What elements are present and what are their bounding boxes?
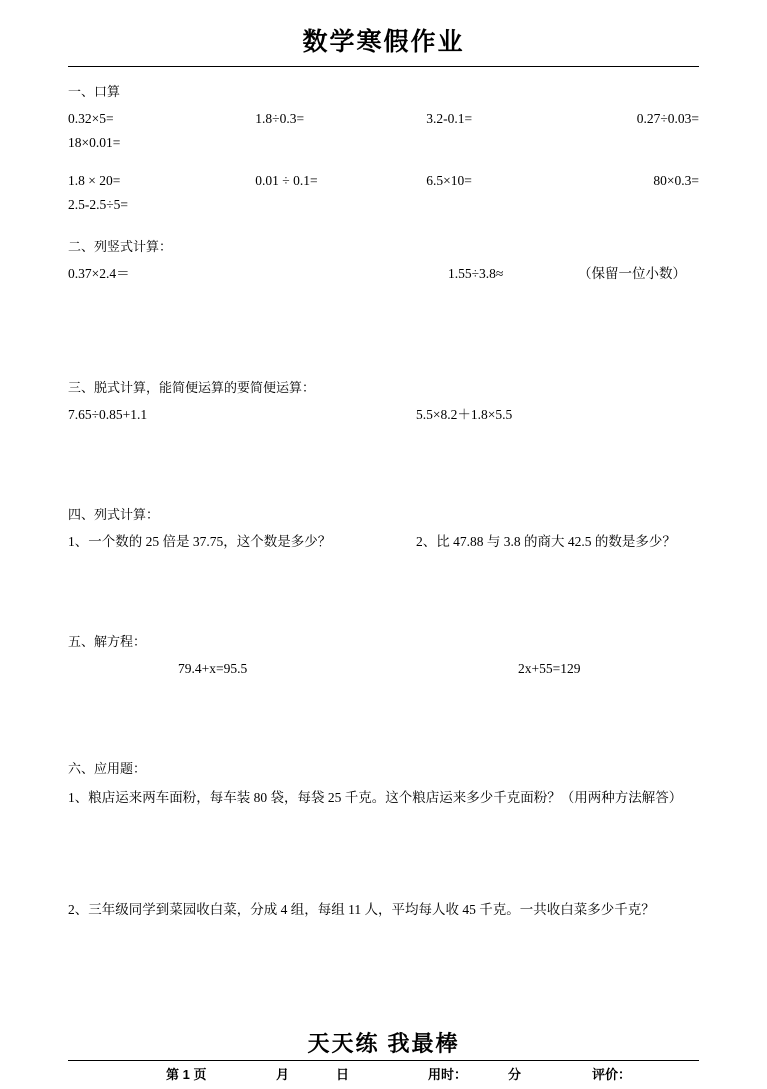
problem-note: （保留一位小数） bbox=[578, 266, 686, 281]
problem-row bbox=[68, 404, 699, 426]
problem-item: 1.55÷3.8≈ bbox=[448, 266, 504, 281]
page-number-label: 第 1 页 bbox=[166, 1067, 207, 1082]
section-expression-calculation bbox=[68, 504, 699, 625]
problem-item: 0.27÷0.03= bbox=[636, 111, 699, 126]
section-oral-calculation bbox=[68, 81, 699, 216]
problem-item: 0.37×2.4＝ bbox=[68, 266, 130, 281]
section-solve-equation bbox=[68, 631, 699, 752]
problem-item: 5.5×8.2＋1.8×5.5 bbox=[416, 407, 513, 422]
footer-divider bbox=[68, 1060, 699, 1061]
problem-item: 2、比 47.88 与 3.8 的商大 42.5 的数是多少？ bbox=[416, 534, 676, 549]
answer-space bbox=[68, 156, 699, 170]
problem-item: 79.4+x=95.5 bbox=[178, 661, 248, 676]
problem-item: 1.8 × 20= bbox=[68, 173, 121, 188]
problem-item: 1.8÷0.3= bbox=[255, 111, 305, 126]
section-word-problems bbox=[68, 758, 699, 923]
answer-space bbox=[68, 811, 699, 897]
problem-item: 2、三年级同学到菜园收白菜，分成 4 组，每组 11 人，平均每人收 45 千克。一共收白菜多少千克？ bbox=[68, 902, 655, 917]
answer-space bbox=[68, 553, 699, 625]
section-heading: 五、解方程： bbox=[68, 634, 147, 649]
problem-item: 0.32×5= bbox=[68, 111, 114, 126]
page-title: 数学寒假作业 bbox=[302, 28, 465, 56]
problem-item: 1、粮店运来两车面粉，每车装 80 袋，每袋 25 千克。这个粮店运来多少千克面粉？（用两种方法解答） bbox=[68, 790, 683, 805]
problem-item: 2x+55=129 bbox=[518, 661, 581, 676]
month-label: 月 bbox=[276, 1067, 290, 1082]
evaluation-label: 评价： bbox=[592, 1067, 632, 1082]
problem-row bbox=[68, 658, 699, 680]
section-heading: 一、口算 bbox=[68, 84, 121, 99]
answer-space bbox=[68, 222, 699, 236]
answer-space bbox=[68, 680, 699, 752]
problem-item: 2.5-2.5÷5= bbox=[68, 197, 129, 212]
problem-item: 6.5×10= bbox=[426, 173, 472, 188]
problem-item: 0.01 ÷ 0.1= bbox=[255, 173, 318, 188]
problem-item: 1、一个数的 25 倍是 37.75，这个数是多少？ bbox=[68, 534, 332, 549]
day-label: 日 bbox=[336, 1067, 350, 1082]
section-heading: 六、应用题： bbox=[68, 761, 147, 776]
footer-slogan: 天天练 我最棒 bbox=[307, 1031, 460, 1056]
minute-label: 分 bbox=[508, 1067, 522, 1082]
problem-item: 18×0.01= bbox=[68, 135, 121, 150]
section-heading: 二、列竖式计算： bbox=[68, 239, 173, 254]
answer-space bbox=[68, 426, 699, 498]
problem-item: 80×0.3= bbox=[653, 173, 699, 188]
problem-item: 7.65÷0.85+1.1 bbox=[68, 407, 148, 422]
problem-item: 3.2-0.1= bbox=[426, 111, 473, 126]
section-heading: 三、脱式计算，能简便运算的要简便运算： bbox=[68, 380, 316, 395]
time-used-label: 用时： bbox=[428, 1067, 468, 1082]
section-vertical-calculation bbox=[68, 236, 699, 371]
section-step-calculation bbox=[68, 377, 699, 498]
problem-row bbox=[68, 531, 699, 553]
section-heading: 四、列式计算： bbox=[68, 507, 160, 522]
page-footer bbox=[0, 1027, 767, 1089]
footer-fields bbox=[68, 1064, 699, 1083]
title-divider bbox=[68, 66, 699, 67]
problem-row bbox=[68, 263, 699, 285]
answer-space bbox=[68, 285, 699, 371]
problem-row bbox=[68, 108, 699, 130]
problem-row bbox=[68, 170, 699, 192]
